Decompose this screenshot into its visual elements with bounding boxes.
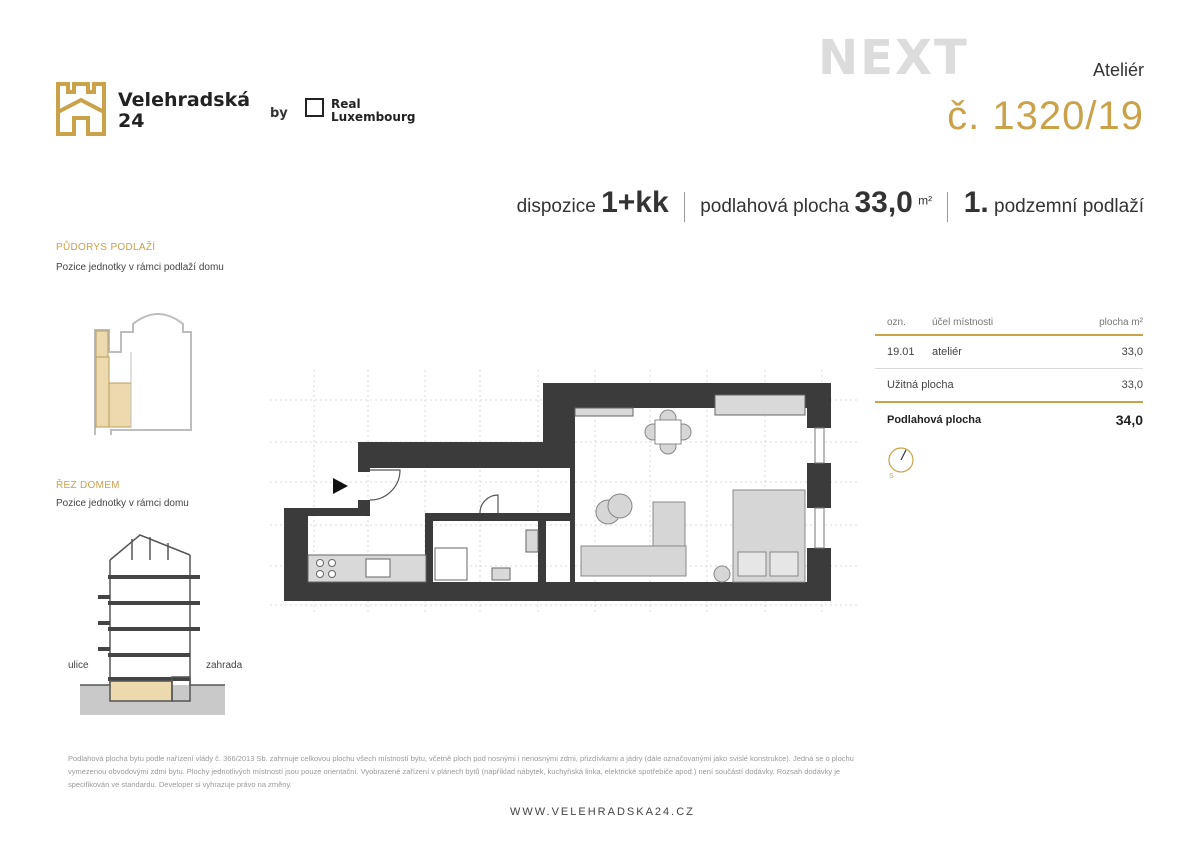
- room-name: ateliér: [932, 346, 962, 358]
- floor-area-label: Podlahová plocha: [887, 414, 982, 426]
- col-id-header: ozn.: [887, 316, 906, 328]
- unit-specs: [517, 186, 1144, 222]
- partner-line2: Luxembourg: [331, 110, 416, 124]
- kitchen-counter: [308, 555, 426, 582]
- project-name-line2: 24: [118, 110, 145, 132]
- col-area-header: plocha m²: [1099, 316, 1143, 328]
- project-name: [118, 90, 250, 132]
- spec-divider: [684, 192, 685, 222]
- section-view-subtitle: Pozice jednotky v rámci domu: [56, 498, 189, 509]
- layout-value: 1+kk: [601, 186, 669, 219]
- floor-overview-diagram: [85, 305, 200, 435]
- layout-label: dispozice: [516, 196, 596, 217]
- usable-area-value: 33,0: [1121, 379, 1143, 391]
- usable-area-label: Užitná plocha: [887, 379, 954, 391]
- partner-logo-mark: [305, 98, 324, 117]
- unit-type: Ateliér: [1092, 60, 1144, 80]
- floor-label: podzemní podlaží: [994, 196, 1144, 217]
- spec-divider: [947, 192, 948, 222]
- room-id: 19.01: [887, 346, 915, 358]
- floor-area-value: 34,0: [1115, 412, 1143, 428]
- floor-area-table: [875, 403, 1143, 437]
- disclaimer-line3: specifikován ve standardu. Developer si vyhrazuje právo na změny.: [68, 780, 292, 789]
- room-table-body: [875, 336, 1143, 368]
- unit-number: č. 1320/19: [947, 94, 1144, 138]
- section-view-title: ŘEZ DOMEM: [56, 480, 120, 491]
- entry-arrow-icon: [333, 478, 348, 494]
- floor-plan-subtitle: Pozice jednotky v rámci podlaží domu: [56, 262, 224, 273]
- next-watermark: NEXT: [818, 30, 969, 86]
- disclaimer: [68, 752, 1138, 791]
- website-link[interactable]: WWW.VELEHRADSKA24.CZ: [510, 806, 695, 818]
- compass-label: S: [889, 473, 894, 480]
- disclaimer-line1: Podlahová plocha bytu podle nařízení vlády č. 366/2013 Sb. zahrnuje celkovou plochu všech místností bytu, včetně ploch pod nosnými i nenosnými zdmi, přizdívkami a jádry (dále označovanými jako svislé konstrukce). Jedná se o plochu: [68, 754, 854, 763]
- partner-line1: Real: [331, 97, 361, 111]
- garden-label: zahrada: [206, 660, 243, 671]
- floor-value: 1.: [963, 186, 989, 219]
- area-unit: m²: [918, 193, 933, 208]
- dining-table: [645, 410, 691, 454]
- project-name-line1: Velehradská: [118, 89, 251, 111]
- floor-plan-title: PŮDORYS PODLAŽÍ: [56, 242, 156, 253]
- usable-area-table: [875, 369, 1143, 401]
- apartment-floor-plan: [270, 370, 860, 615]
- bathroom-fixtures: [435, 530, 538, 580]
- bed: [714, 490, 805, 582]
- room-table: [875, 312, 1143, 332]
- area-value: 33,0: [854, 186, 913, 219]
- project-logo: [55, 82, 107, 141]
- street-label: ulice: [68, 660, 89, 671]
- disclaimer-line2: vymezenou obvodovými zdmi bytu. Plochy jednotlivých místností jsou pouze orientační. Vyobrazené zařízení v plánech bytů (například nábytek, kuchyňská linka, elektrické spotřebiče apod.) není součástí dodávky. Rozsah dodávky je: [68, 767, 841, 776]
- col-name-header: účel místnosti: [932, 316, 994, 328]
- area-label: podlahová plocha: [700, 196, 850, 217]
- room-table-header: [875, 312, 1143, 332]
- sofa: [581, 494, 686, 576]
- building-section-diagram: [80, 525, 225, 720]
- table-row: [875, 336, 1143, 368]
- floor-area-row: [875, 403, 1143, 437]
- room-area: 33,0: [1121, 346, 1143, 358]
- bathroom-door: [480, 495, 498, 513]
- usable-area-row: [875, 369, 1143, 401]
- by-label: by: [270, 106, 288, 121]
- partner-logo-text: [331, 98, 415, 124]
- castle-icon: [55, 82, 107, 136]
- entry-door: [370, 470, 400, 500]
- room-table-container: [875, 312, 1143, 437]
